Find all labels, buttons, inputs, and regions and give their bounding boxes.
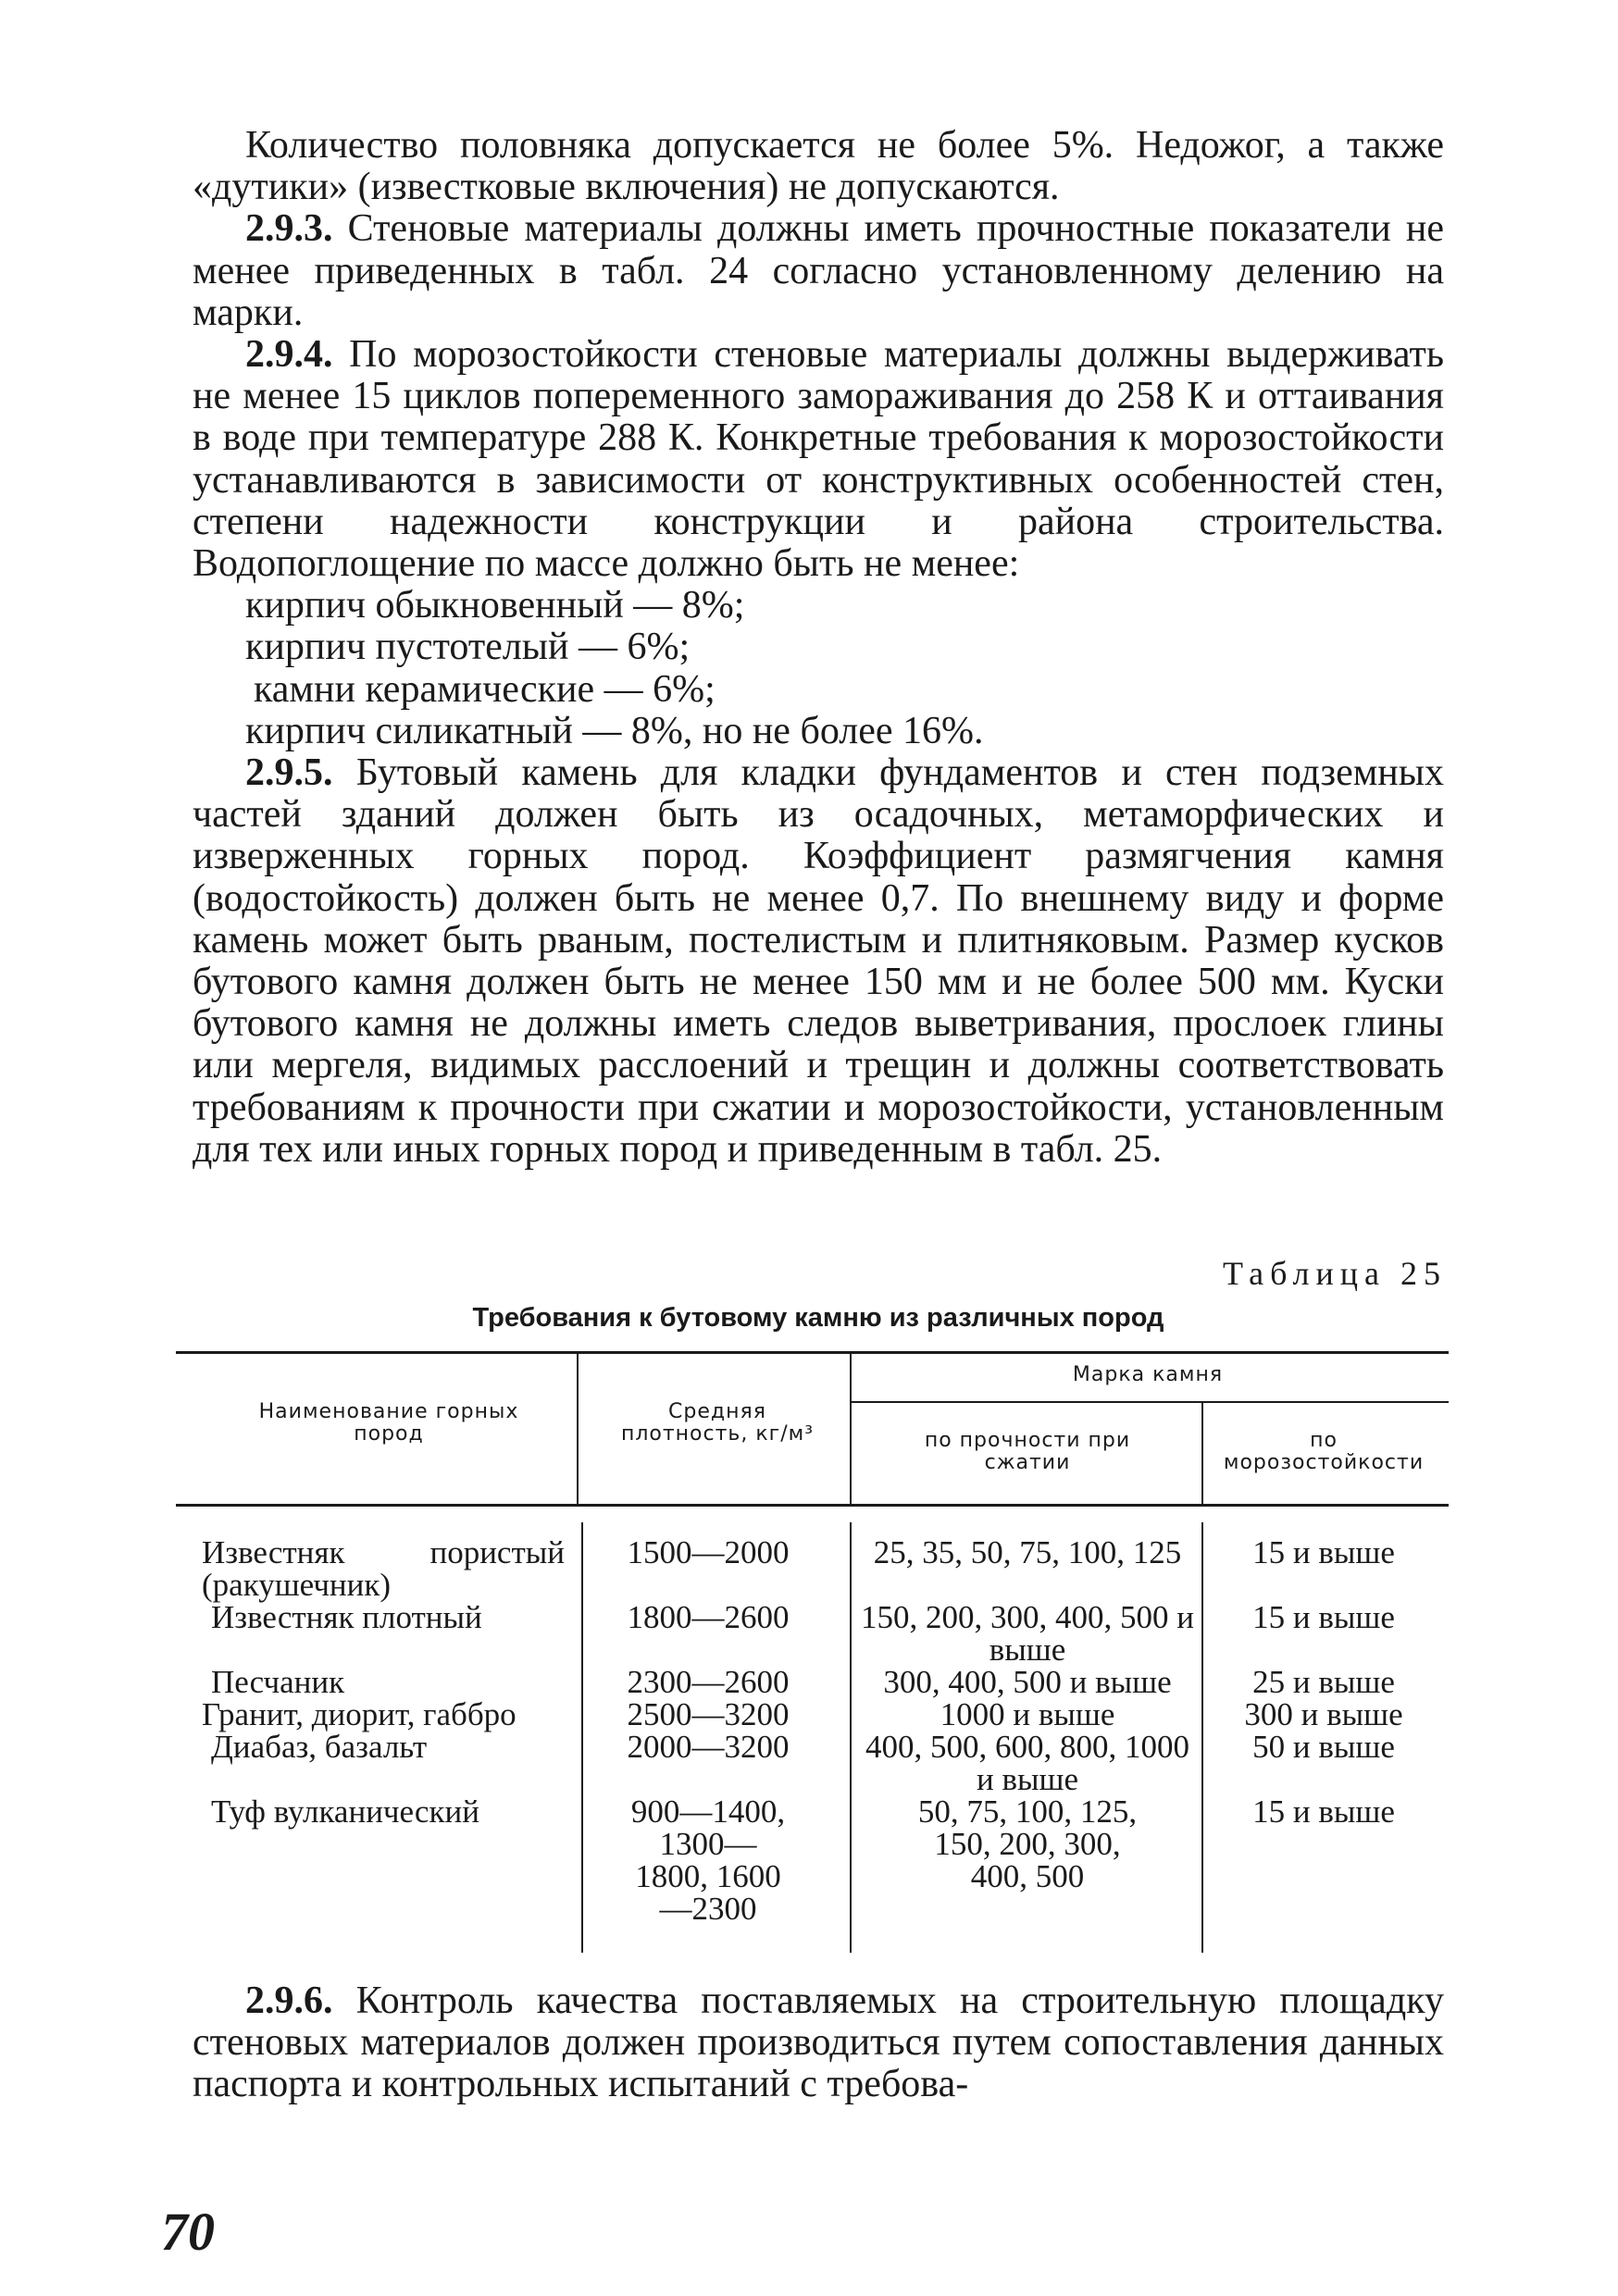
row-density: 1800—2600 <box>627 1599 790 1635</box>
row-strength: 400, 500, 600, 800, 1000 и выше <box>865 1729 1189 1797</box>
row-frost: 300 и выше <box>1244 1696 1403 1732</box>
list-item: кирпич пустотелый — 6%; <box>245 626 691 669</box>
row-density: 2300—2600 <box>627 1664 790 1700</box>
table-title: Требования к бутовому камню из различных пород <box>472 1303 1164 1333</box>
row-density: 900—1400, 1300—1800, 1600—2300 <box>630 1793 786 1927</box>
row-name: Песчаник <box>211 1664 345 1700</box>
column-divider <box>850 1522 852 1953</box>
section-text: Стеновые материалы должны иметь прочностные показатели не менее приведенных в табл. 24 согласно установленному делению на марки. <box>193 207 1445 334</box>
header-stone-grade: Марка камня <box>1072 1363 1224 1386</box>
section-number: 2.9.6. <box>245 1980 333 2022</box>
row-frost: 25 и выше <box>1252 1664 1395 1700</box>
paragraph-intro: Количество половняка допускается не более 5%. Недожог, а также «дутики» (известковые включения) не допускаются. <box>193 124 1444 209</box>
list-item: кирпич обыкновенный — 8%; <box>245 584 745 627</box>
row-strength: 150, 200, 300, 400, 500 и выше <box>861 1599 1194 1668</box>
row-strength: 300, 400, 500 и выше <box>883 1664 1172 1700</box>
row-name-cont: (ракушечник) <box>202 1567 392 1603</box>
row-frost: 15 и выше <box>1252 1534 1395 1570</box>
table-top-rule <box>176 1351 1449 1354</box>
section-text: Контроль качества поставляемых на строительную площадку стеновых материалов должен производиться путем сопоставления данных паспорта и контрольных испытаний с требова- <box>193 1980 1444 2106</box>
row-strength: 25, 35, 50, 75, 100, 125 <box>873 1534 1182 1570</box>
row-name: Известняк пористый <box>202 1534 565 1570</box>
list-item: камни керамические — 6%; <box>254 667 716 711</box>
section-number: 2.9.5. <box>245 751 333 795</box>
row-strength: 50, 75, 100, 125, 150, 200, 300, 400, 500 <box>917 1793 1138 1894</box>
section-number: 2.9.3. <box>245 207 333 251</box>
row-name: Известняк плотный <box>211 1599 482 1635</box>
section-text: По морозостойкости стеновые материалы должны выдерживать не менее 15 циклов попеременного замораживания до 258 К и оттаивания в воде при температуре 288 К. Конкретные требования к морозостойкости устанавливаются в зависимости от конструктивных особенностей стен, степени надежности конструкции и района строительства. Водопоглощение по массе должно быть не менее: <box>193 333 1444 586</box>
list-item: кирпич силикатный — 8%, но не более 16%. <box>245 709 984 752</box>
table-grade-rule <box>852 1401 1449 1403</box>
row-name: Туф вулканический <box>211 1793 479 1830</box>
column-divider <box>577 1354 579 1504</box>
header-strength: по прочности при сжатии <box>924 1429 1131 1474</box>
header-rock-name: Наименование горных пород <box>258 1400 519 1446</box>
header-density: Средняя плотность, кг/м³ <box>620 1400 815 1446</box>
row-density: 1500—2000 <box>627 1534 790 1570</box>
section-number: 2.9.4. <box>245 333 333 377</box>
table-header-rule <box>176 1504 1449 1507</box>
section-text: Бутовый камень для кладки фундаментов и стен подземных частей зданий должен быть из осадочных, метаморфических и изверженных горных пород. Коэффициент размягчения камня (водостойкость) должен быть не менее 0,7. По внешнему виду и форме камень может быть рваным, постелистым и плитняковым. Размер кусков бутового камня должен быть не менее 150 мм и не более 500 мм. Куски бутового камня не должны иметь следов выветривания, прослоек глины или мергеля, видимых расслоений и трещин и должны соответствовать требованиям к прочности при сжатии и морозостойкости, установленным для тех или иных горных пород и приведенным в табл. 25. <box>193 751 1445 1171</box>
row-frost: 15 и выше <box>1252 1599 1395 1635</box>
row-density: 2000—3200 <box>627 1729 790 1765</box>
row-density: 2500—3200 <box>627 1696 790 1732</box>
row-name: Гранит, диорит, габбро <box>202 1696 517 1732</box>
page-number: 70 <box>161 2202 215 2262</box>
row-name: Диабаз, базальт <box>211 1729 428 1765</box>
row-strength: 1000 и выше <box>940 1696 1115 1732</box>
row-frost: 15 и выше <box>1252 1793 1395 1830</box>
column-divider <box>1201 1403 1203 1504</box>
section-2-9-6 <box>193 1980 1444 2106</box>
body-text-bottom <box>193 1980 1444 2106</box>
header-frost: по морозостойкости <box>1223 1429 1425 1474</box>
table-label: Таблица 25 <box>1223 1255 1447 1292</box>
row-frost: 50 и выше <box>1252 1729 1395 1765</box>
